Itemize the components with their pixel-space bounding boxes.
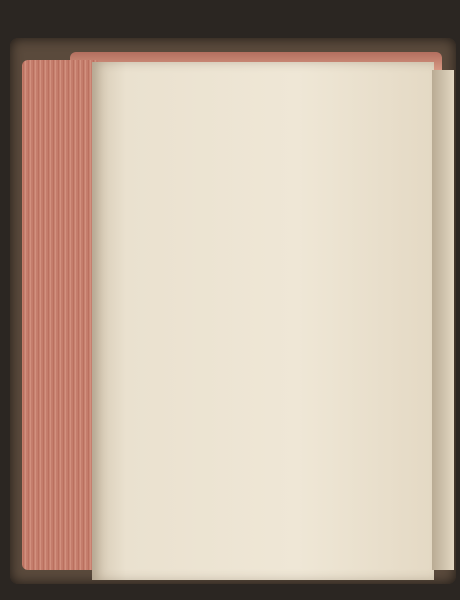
red-page-edges <box>22 60 98 570</box>
decorated-initial <box>146 103 180 147</box>
facing-page-edge <box>432 70 454 570</box>
book-page <box>92 62 434 580</box>
paragraph-top <box>148 98 418 101</box>
